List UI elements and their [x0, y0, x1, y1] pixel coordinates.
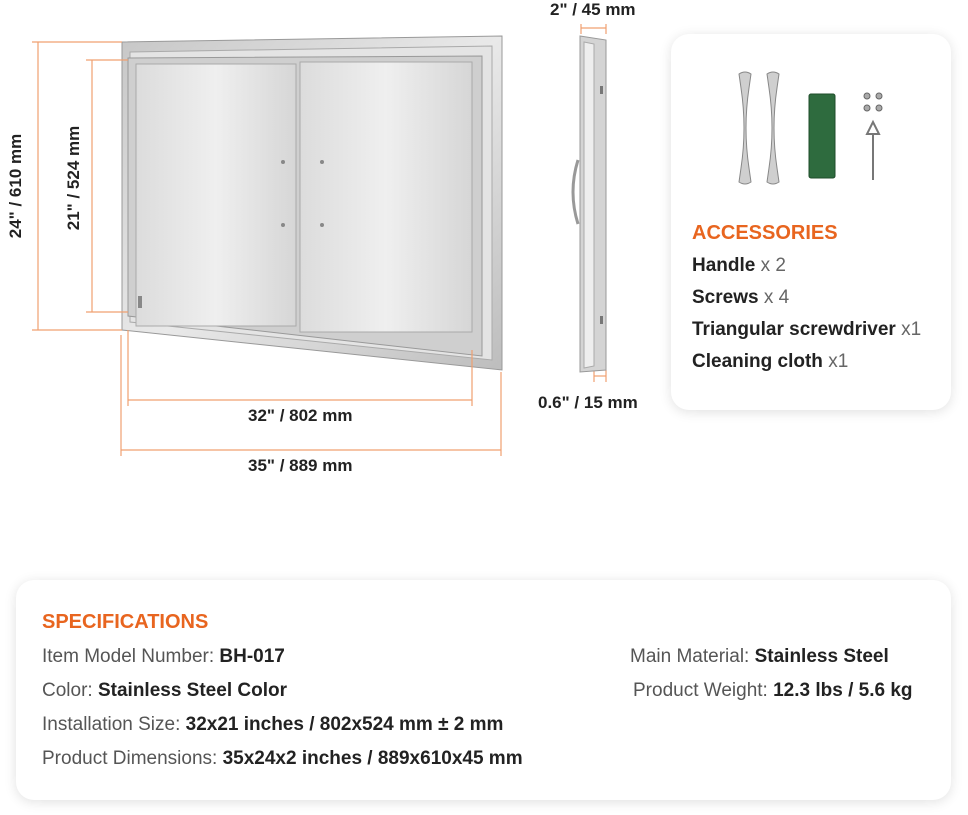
accessories-image — [731, 70, 901, 220]
door-side-drawing — [520, 0, 660, 420]
spec-product-dimensions: Product Dimensions: 35x24x2 inches / 889x610x45 mm — [42, 748, 523, 769]
specifications-card — [16, 580, 951, 800]
spec-main-material: Main Material: Stainless Steel — [630, 646, 889, 667]
spec-color: Color: Stainless Steel Color — [42, 680, 287, 701]
spec-model-number: Item Model Number: BH-017 — [42, 646, 285, 667]
total-width-label: 35" / 889 mm — [248, 456, 353, 475]
accessory-screwdriver: Triangular screwdriver x1 — [692, 319, 922, 340]
specifications-title: SPECIFICATIONS — [42, 611, 209, 633]
handle-icon — [739, 72, 779, 184]
cleaning-cloth-icon — [809, 94, 835, 178]
left-door-panel — [136, 64, 296, 326]
inner-width-label: 32" / 802 mm — [248, 406, 353, 425]
spec-product-weight: Product Weight: 12.3 lbs / 5.6 kg — [633, 680, 913, 701]
depth-label: 2" / 45 mm — [550, 0, 636, 19]
frame-thickness-label: 0.6" / 15 mm — [538, 393, 638, 412]
screwdriver-icon — [867, 122, 879, 180]
accessories-title: ACCESSORIES — [692, 222, 838, 244]
accessory-handle: Handle x 2 — [692, 255, 786, 276]
screws-icon — [864, 93, 882, 111]
total-height-label: 24" / 610 mm — [6, 133, 25, 239]
inner-height-label: 21" / 524 mm — [64, 125, 83, 231]
accessory-cleaning-cloth: Cleaning cloth x1 — [692, 351, 849, 372]
accessory-screws: Screws x 4 — [692, 287, 790, 308]
spec-installation-size: Installation Size: 32x21 inches / 802x524 mm ± 2 mm — [42, 714, 504, 735]
right-door-panel — [300, 62, 472, 332]
accessories-card — [671, 34, 951, 410]
